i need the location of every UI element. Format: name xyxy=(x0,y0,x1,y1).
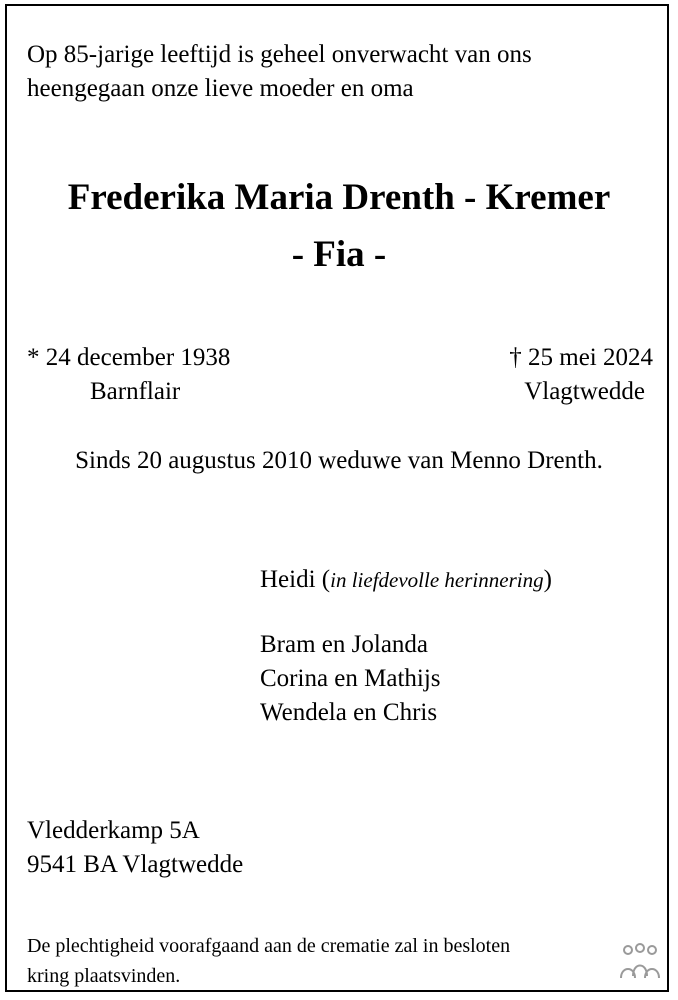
death-date: † 25 mei 2024 xyxy=(509,344,653,371)
ceremony-notice xyxy=(27,931,637,991)
deceased-nickname: - Fia - xyxy=(291,234,387,275)
address-street: Vledderkamp 5A xyxy=(27,817,200,844)
family-heidi xyxy=(260,563,552,597)
heidi-close: ) xyxy=(543,566,552,593)
birth-date: * 24 december 1938 xyxy=(27,344,231,371)
address-city: 9541 BA Vlagtwedde xyxy=(27,851,244,878)
family-member: Bram en Jolanda xyxy=(260,631,429,658)
intro-line-1: Op 85-jarige leeftijd is geheel onverwacht van ons xyxy=(27,41,532,68)
widow-line: Sinds 20 augustus 2010 weduwe van Menno Drenth. xyxy=(75,447,603,474)
deceased-name: Frederika Maria Drenth - Kremer xyxy=(67,177,611,218)
death-place: Vlagtwedde xyxy=(524,378,645,405)
family-member: Wendela en Chris xyxy=(260,699,438,726)
notice-line-1: De plechtigheid voorafgaand aan de crematie zal in besloten xyxy=(27,935,511,957)
intro-text xyxy=(27,38,647,106)
notice-line-2: kring plaatsvinden. xyxy=(27,965,181,987)
birth-place: Barnflair xyxy=(90,378,181,405)
people-group-icon xyxy=(618,942,662,986)
intro-line-2: heengegaan onze lieve moeder en oma xyxy=(27,75,414,102)
family-member: Corina en Mathijs xyxy=(260,665,441,692)
heidi-name: Heidi ( xyxy=(260,566,331,593)
heidi-note: in liefdevolle herinnering xyxy=(330,568,544,592)
